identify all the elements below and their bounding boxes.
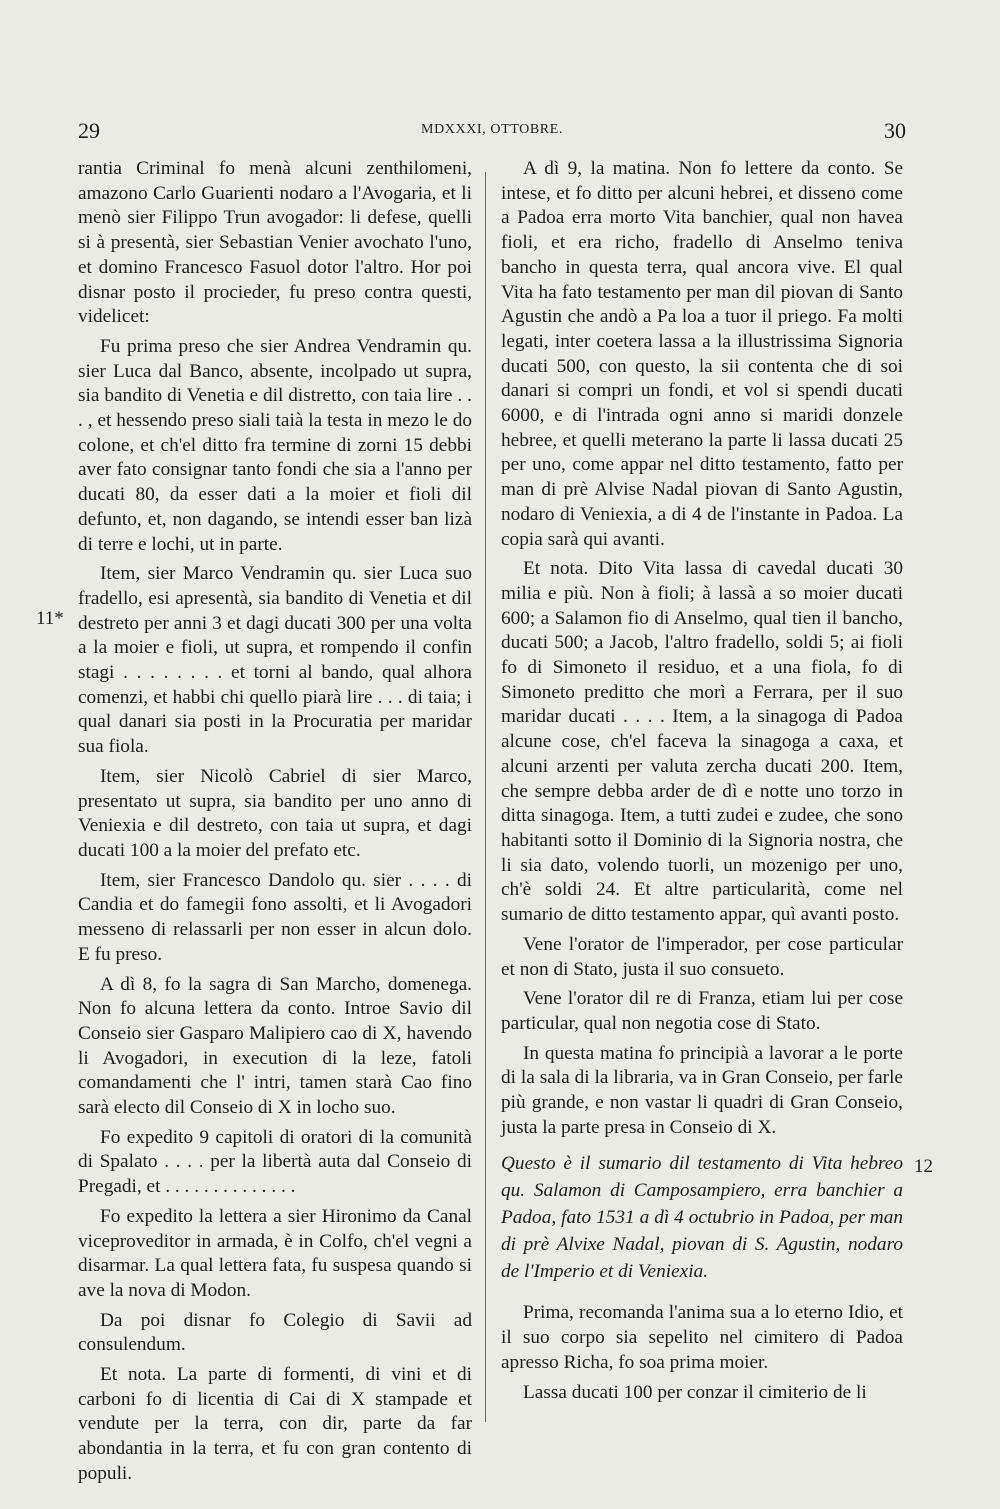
running-title: MDXXXI, OTTOBRE. (421, 122, 563, 137)
paragraph: Prima, recomanda l'anima sua a lo eterno Idio, et il suo corpo sia sepelito nel cimitero di Padoa apresso Richa, fo soa prima moier. (501, 1302, 903, 1373)
paragraph: Vene l'orator de l'imperador, per cose particular et non di Stato, justa il suo consueto. (501, 933, 903, 980)
paragraph: rantia Criminal fo menà alcuni zenthilomeni, amazono Carlo Guarienti nodaro a l'Avogaria, et li menò sier Filippo Trun avogador: li defese, quelli si à presentà, sier Sebastian Venier avochato l'uno, et domino Francesco Fasuol dotor l'altro. Hor poi disnar posto il procieder, fu preso contra questi, videlicet: (78, 158, 472, 328)
paragraph: Lassa ducati 100 per conzar il cimiterio de li (523, 1381, 867, 1403)
paragraph: Item, sier Francesco Dandolo qu. sier . . . . di Candia et do famegii fono assolti, et li Avogadori messeno di relassarli per non esser in alcun dolo. E fu preso. (78, 869, 472, 965)
column-divider (485, 172, 486, 1422)
paragraph: In questa matina fo principià a lavorar a le porte di la sala di la libraria, va in Gran Conseio, per farle più grande, e non vastar li quadri di Gran Conseio, justa la parte presa in Conseio di X. (501, 1042, 903, 1138)
page-number-right: 30 (884, 118, 906, 143)
page-number-left: 29 (78, 118, 100, 143)
paragraph: A dì 8, fo la sagra di San Marcho, domenega. Non fo alcuna lettera da conto. Introe Savio dil Conseio sier Gasparo Malipiero cao di X, havendo li Avogadori, in execution di la leze, fatoli comandamenti che l' intri, tamen starà Cao fino sarà electo dil Conseio di X in locho suo. (78, 973, 472, 1119)
margin-note-left: 11* (36, 608, 64, 629)
paragraph: Item, sier Nicolò Cabriel di sier Marco, presentato ut supra, sia bandito per uno anno di Veniexia e dil destreto, con taia ut supra, et dagi ducati 100 a la moier del prefato etc. (78, 765, 472, 861)
margin-note-right: 12 (914, 1156, 933, 1177)
paragraph: Et nota. La parte di formenti, di vini et di carboni fo di licentia di Cai di X stampade et vendute per la terra, con dir, parte da far abondantia in la terra, et fu con gran contento di populi. (78, 1364, 472, 1484)
running-header (78, 118, 906, 148)
paragraph: Vene l'orator dil re di Franza, etiam lui per cose particular, qual non negotia cose di Stato. (501, 988, 903, 1034)
paragraph: Item, sier Marco Vendramin qu. sier Luca suo fradello, esi apresentà, sia bandito di Venetia et dil destreto per anni 3 et dagi ducati 300 per una volta a la moier e fioli, ut supra, et rompendo il confin stagi . . . . . . . . et torni al bando, qual alhora comenzi, et habbi chi quello piarà lire . . . di taia; i qual danari sia posti in la Procuratia per maridar sua fiola. (78, 563, 472, 758)
left-column (78, 157, 472, 1492)
paragraph: A dì 9, la matina. Non fo lettere da conto. Se intese, et fo ditto per alcuni hebrei, et disseno come a Padoa erra morto Vita banchier, qual non havea fioli, et era richo, fradello di Anselmo teniva bancho in questa terra, qual ancora vive. El qual Vita ha fato testamento per man dil piovan di Santo Agustin che andò a Pa loa a tuor il priego. Fa molti legati, inter coetera lassa a la illustrissima Signoria ducati 500, con questo, la sii contenta che di soi danari si compri un fondi, et vol si spendi ducati 6000, e di l'intrada ogni anno si maridi donzele hebree, et quelli meterano la parte li lassa ducati 25 per uno, come appar nel ditto testamento, fatto per man di prè Alvise Nadal piovan di Santo Agustin, nodaro di Veniexia, a di 4 de l'instante in Padoa. La copia sarà qui avanti. (501, 158, 903, 550)
paragraph: Fo expedito la lettera a sier Hironimo da Canal viceproveditor in armada, è in Colfo, ch'el vegni a disarmar. La qual lettera fata, fu suspesa quando si ave la nova di Modon. (78, 1205, 472, 1301)
paragraph: Fo expedito 9 capitoli di oratori di la comunità di Spalato . . . . per la libertà auta dal Conseio di Pregadi, et . . . . . . . . . . . . . . (78, 1126, 472, 1198)
paragraph: Da poi disnar fo Colegio di Savii ad consulendum. (78, 1309, 472, 1356)
paragraph: Et nota. Dito Vita lassa di cavedal ducati 30 milia e più. Non à fioli; à lassà a so moier ducati 600; a Salamon fio di Anselmo, qual tien il bancho, ducati 500; a Jacob, l'altro fradello, soldi 5; ai fioli fo di Simoneto il residuo, et a una fiola, fo di Simoneto preditto che morì a Ferrara, per il suo maridar ducati . . . . Item, a la sinagoga di Padoa alcune cose, ch'el faceva la sinagoga a caxa, et alcuni arzenti per valuta zercha ducati 200. Item, che sempre debba arder de dì e notte uno torzo in ditta sinagoga. Item, a tutti zudei e zudee, che sono habitanti sotto il Dominio di la Signoria nostra, che li sia dato, volendo tuorli, un mozenigo per uno, ch'è soldi 24. Et altre particularità, come nel sumario de ditto testamento appar, quì avanti posto. (501, 558, 903, 926)
section-heading: Questo è il sumario dil testamento di Vita hebreo qu. Salamon di Camposampiero, erra banchier a Padoa, fato 1531 a dì 4 octubrio in Padoa, per man di prè Alvixe Nadal, piovan di S. Agustin, nodaro de l'Imperio et di Veniexia. (501, 1153, 903, 1283)
right-column (501, 157, 903, 1410)
paragraph: Fu prima preso che sier Andrea Vendramin qu. sier Luca dal Banco, absente, incolpado ut supra, sia bandito di Venetia e dil distretto, con taia lire . . . , et hessendo preso siali taià la testa in mezo le do colone, et ch'el ditto fra termine di zorni 15 debbi aver fato consignar tanto fondi che sia a l'anno per ducati 80, da esser dati a la moier et fioli dil defunto, et, non dagando, se intendi esser ban lizà di terre e lochi, ut in parte. (78, 335, 472, 555)
